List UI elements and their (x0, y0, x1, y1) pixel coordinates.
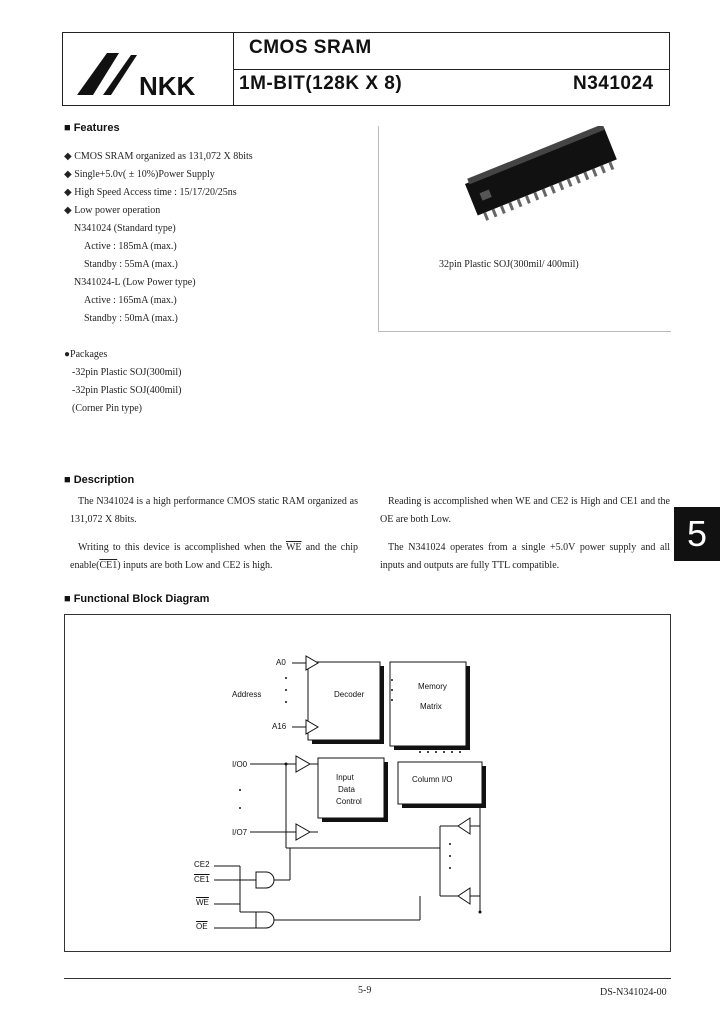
feature-item: ◆ High Speed Access time : 15/17/20/25ns (64, 187, 237, 198)
decoder-block (308, 662, 380, 740)
label-oe: $\overline{OE}$ (196, 922, 208, 931)
logo-text: NKK (139, 71, 196, 101)
std-type: N341024 (Standard type) (74, 223, 176, 234)
description-heading-text: Description (73, 474, 135, 486)
label-a0: A0 (276, 658, 286, 667)
label-io7: I/O7 (232, 828, 248, 837)
output-buffer-1-icon (458, 818, 470, 834)
lp-type: N341024-L (Low Power type) (74, 277, 196, 288)
features-heading-text: Features (73, 122, 120, 134)
features-heading: ■ Features (64, 122, 120, 134)
lp-active: Active : 165mA (max.) (84, 295, 177, 306)
label-address: Address (232, 690, 262, 699)
label-memory: Memory (418, 682, 447, 691)
label-ce1: CE1 (194, 875, 210, 884)
section-tab: 5 (674, 507, 720, 561)
label-a16: A16 (272, 722, 287, 731)
description-heading: ■ Description (64, 474, 135, 486)
description-p1: The N341024 is a high performance CMOS static RAM organized as 131,072 X 8bits. (70, 496, 358, 525)
label-matrix: Matrix (420, 702, 442, 711)
std-standby: Standby : 55mA (max.) (84, 259, 178, 270)
feature-item: ◆ Low power operation (64, 205, 161, 216)
label-ce2: CE2 (194, 860, 210, 869)
label-we: $\overline{WE}$ (196, 898, 209, 907)
block-diagram-heading: ■ Functional Block Diagram (64, 593, 210, 605)
footer-rule (64, 978, 671, 979)
and-gate-1-icon (256, 872, 274, 888)
package-item: -32pin Plastic SOJ(400mil) (72, 385, 182, 396)
feature-item: ◆ CMOS SRAM organized as 131,072 X 8bits (64, 151, 253, 162)
label-io0: I/O0 (232, 760, 248, 769)
label-decoder: Decoder (334, 690, 365, 699)
header-title-line1: CMOS SRAM (249, 37, 372, 58)
lp-standby: Standby : 50mA (max.) (84, 313, 178, 324)
label-control: Control (336, 797, 362, 806)
package-caption: 32pin Plastic SOJ(300mil/ 400mil) (439, 259, 579, 270)
packages-label: ●Packages (64, 349, 108, 360)
std-active: Active : 185mA (max.) (84, 241, 177, 252)
package-item: (Corner Pin type) (72, 403, 142, 414)
and-gate-2-icon (256, 912, 274, 928)
description-p3: Reading is accomplished when WE and CE2 is High and CE1 and the OE are both Low. (380, 496, 670, 525)
package-item: -32pin Plastic SOJ(300mil) (72, 367, 182, 378)
description-p4: The N341024 operates from a single +5.0V power supply and all inputs and outputs are fully TTL compatible. (380, 542, 670, 571)
part-number: N341024 (573, 73, 654, 94)
output-buffer-2-icon (458, 888, 470, 904)
document-id: DS-N341024-00 (600, 987, 667, 998)
label-input: Input (336, 773, 354, 782)
buffer-io0-icon (296, 756, 310, 772)
feature-item: ◆ Single+5.0v( ± 10%)Power Supply (64, 169, 215, 180)
buffer-io7-icon (296, 824, 310, 840)
description-p2: Writing to this device is accomplished when the $\overline{WE}$ and the chip enable(CE1) inputs are both Low and CE2 is high. (70, 542, 359, 571)
page-number: 5-9 (358, 985, 372, 996)
block-diagram-heading-text: Functional Block Diagram (73, 593, 210, 605)
header-title-line2: 1M-BIT(128K X 8) (239, 73, 403, 94)
label-data: Data (338, 785, 355, 794)
label-column-io: Column I/O (412, 775, 453, 784)
